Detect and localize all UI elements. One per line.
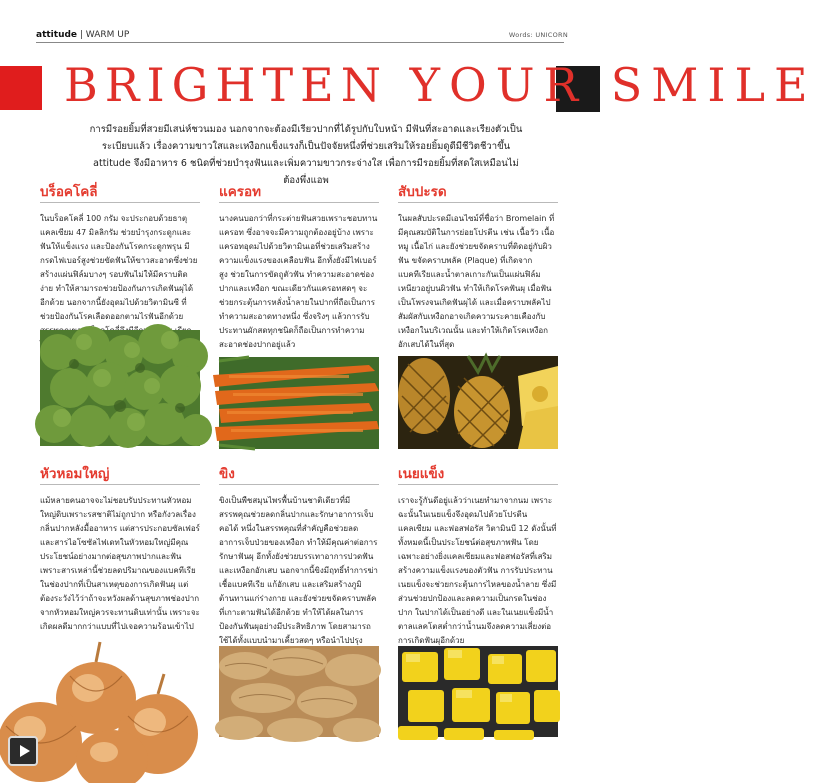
column-divider (398, 484, 558, 485)
header-divider (36, 42, 564, 43)
pineapple-title: สับปะรด (398, 184, 447, 200)
ginger-text: ขิงเป็นพืชสมุนไพรพื้นบ้านชาติเดียวที่มีสรรพคุณช่วยลดกลิ่นปากและรักษาอาการเจ็บคอได้ หนึ่งในสรรพคุณที่สำคัญคือช่วยลดอาการเจ็บป่วยของเหงือก ทำให้มีคุณค่าต่อการรักษาฟันผุ อีกทั้งยังช่วยบรรเทาอาการปวดฟันและเหงือกอักเสบ นอกจากนี้ขิงมีฤทธิ์ทำการฆ่าเชื้อแบคทีเรีย แก้อักเสบ และเสริมสร้างภูมิต้านทานแก่ร่างกาย และยังช่วยขจัดคราบพลัคที่เกาะตามฟันได้อีกด้วย ทำให้ได้ผลในการป้องกันฟันผุอย่างมีประสิทธิภาพ โดยสามารถใช้ได้ทั้งแบบนำมาเคี้ยวสดๆ หรือนำไปปรุง (219, 496, 378, 645)
ginger-title: ขิง (219, 466, 235, 482)
ginger-image (219, 646, 379, 737)
section-name: | WARM UP (79, 30, 130, 40)
column-divider (219, 202, 379, 203)
page-title (64, 58, 817, 114)
column-divider (40, 202, 200, 203)
pineapple-text: ในผลสับปะรดมีเอนไซม์ที่ชื่อว่า Bromelain ที่มีคุณสมบัติในการย่อยโปรตีน เช่น เนื้อวัว เนื้อหมู เนื้อไก่ และยังช่วยขจัดคราบที่ติดอยู่กับผิวฟัน ขจัดคราบพลัค (Plaque) ที่เกิดจากแบคทีเรียและน้ำตาลเกาะกันเป็นแผ่นฟิล์มเหนียวอยู่บนผิวฟัน ทำให้เกิดโรคฟันผุ เมื่อฟันเป็นโพรงจนเกิดฟันผุได้ และเมื่อคราบพลัคไปสัมผัสกับเหงือกอาจเกิดความระคายเคืองกับเหงือกในบริเวณนั้น และทำให้เกิดโรคเหงือกอักเสบได้ในที่สุด (398, 214, 555, 349)
column-divider (398, 202, 558, 203)
carrot-text: นางคนบอกว่าที่กระต่ายฟันสวยเพราะชอบทานแครอท ซึ่งอาจจะมีความถูกต้องอยู่บ้าง เพราะแครอทอุดมไปด้วยวิตามินเอที่ช่วยเสริมสร้างความแข็งแรงของเคลือบฟัน อีกทั้งยังมีไฟเบอร์สูง ช่วยในการขัดถูตัวฟัน ทำความสะอาดช่องปากและเหงือก ขณะเดียวกันแครอทสดๆ จะช่วยกระตุ้นการหลั่งน้ำลายในปากที่ถือเป็นการทำความสะอาดทางหนึ่ง ซึ่งจริงๆ แล้วการรับประทานผักสดทุกชนิดก็ถือเป็นการทำความสะอาดช่องปากอยู่แล้ว (219, 214, 378, 349)
cheese-title: เนยแข็ง (398, 466, 445, 482)
carrot-title: แครอท (219, 184, 261, 200)
magazine-name: attitude (36, 30, 78, 40)
red-accent-block (0, 66, 42, 110)
column-divider (40, 484, 200, 485)
intro-paragraph: การมีรอยยิ้มที่สวยมีเสน่ห์ชวนมอง นอกจากจะต้องมีเรียวปากที่ได้รูปกับใบหน้า มีฟันที่สะอาดและเรียงตัวเป็นระเบียบแล้ว เรื่องความขาวใสและเหงือกแข็งแรงก็เป็นปัจจัยหนึ่งที่ช่วยเสริมให้รอยยิ้มดูดีมีชีวิตชีวาขึ้น attitude จึงมีอาหาร 6 ชนิดที่ช่วยบำรุงฟันและเพิ่มความขาวกระจ่างใส เพื่อการมีรอยยิ้มที่สดใสเหมือนไม่ต้องพึ่งแอพ (89, 124, 523, 186)
section-label (36, 30, 129, 40)
carrot-image (219, 357, 379, 449)
cheese-image (398, 646, 558, 737)
broccoli-image (40, 330, 200, 446)
broccoli-text: ในบร็อคโคลี่ 100 กรัม จะประกอบด้วยธาตุแคลเซียม 47 มิลลิกรัม ช่วยบำรุงกระดูกและฟันให้แข็งแรง และป้องกันโรคกระดูกพรุน มีกรดไฟเบอร์สูงช่วยขัดฟันให้ขาวสะอาดซึ่งช่วยสร้างแผ่นฟิล์มบางๆ รอบฟันไม่ให้มีคราบติดง่าย ทำให้สามารถช่วยป้องกันการเกิดฟันผุได้อีกด้วย นอกจากนี้ยังอุดมไปด้วยวิตามินซี ที่ช่วยป้องกันโรคเลือดออกตามไรฟันอีกด้วย (40, 214, 198, 321)
byline: Words: UNICORN (508, 31, 568, 39)
onion-text: แม้หลายคนอาจจะไม่ชอบรับประทานหัวหอมใหญ่ดิบเพราะรสชาติไม่ถูกปาก หรือกังวลเรื่องกลิ่นปากหลังมื้ออาหาร แต่สารประกอบซัลเฟอร์และสารไอโซซัลไฟเดทในหัวหอมใหญ่มีคุณประโยชน์อย่างมากต่อสุขภาพปากและฟัน เพราะสารเหล่านี้ช่วยลดปริมาณของแบคทีเรียในช่องปากที่เป็นสาเหตุของการเกิดฟันผุ แต่ต้องระวังไว้ว่าถ้าจะหวังผลด้านสุขภาพช่องปากจากหัวหอมใหญ่ควรจะทานดิบเท่านั้น เพราะจะเกิดผลดีมากกว่าแบบที่ไปเจอความร้อนเข้าไป (40, 496, 200, 631)
cheese-text: เราจะรู้กันดีอยู่แล้วว่าเนยทำมาจากนม เพราะฉะนั้นในเนยแข็งจึงอุดมไปด้วยโปรตีน แคลเซียม และฟอสฟอรัส วิตามินบี 12 ดังนั้นที่ทั้งหมดนี้เป็นประโยชน์ต่อสุขภาพฟัน โดยเฉพาะอย่างยิ่งแคลเซียมและฟอสฟอรัสที่เสริมสร้างความแข็งแรงของตัวฟัน การรับประทานเนยแข็งจะช่วยกระตุ้นการไหลของน้ำลาย ซึ่งมีส่วนช่วยปกป้องและลดความเป็นกรดในช่องปาก ในปากได้เป็นอย่างดี และในเนยแข็งมีน้ำตาลแลคโตสต่ำกว่าน้ำนมจึงลดความเสี่ยงต่อการเกิดฟันผุอีกด้วย (398, 496, 557, 645)
onion-title: หัวหอมใหญ่ (40, 466, 110, 482)
broccoli-title: บร็อคโคลี่ (40, 184, 98, 200)
title-words-your-smile: YOUR SMILE (409, 58, 817, 112)
play-button[interactable] (8, 736, 38, 766)
pineapple-image (398, 356, 558, 449)
column-divider (219, 484, 379, 485)
title-word-brighten: BRIGHTEN (64, 58, 388, 112)
